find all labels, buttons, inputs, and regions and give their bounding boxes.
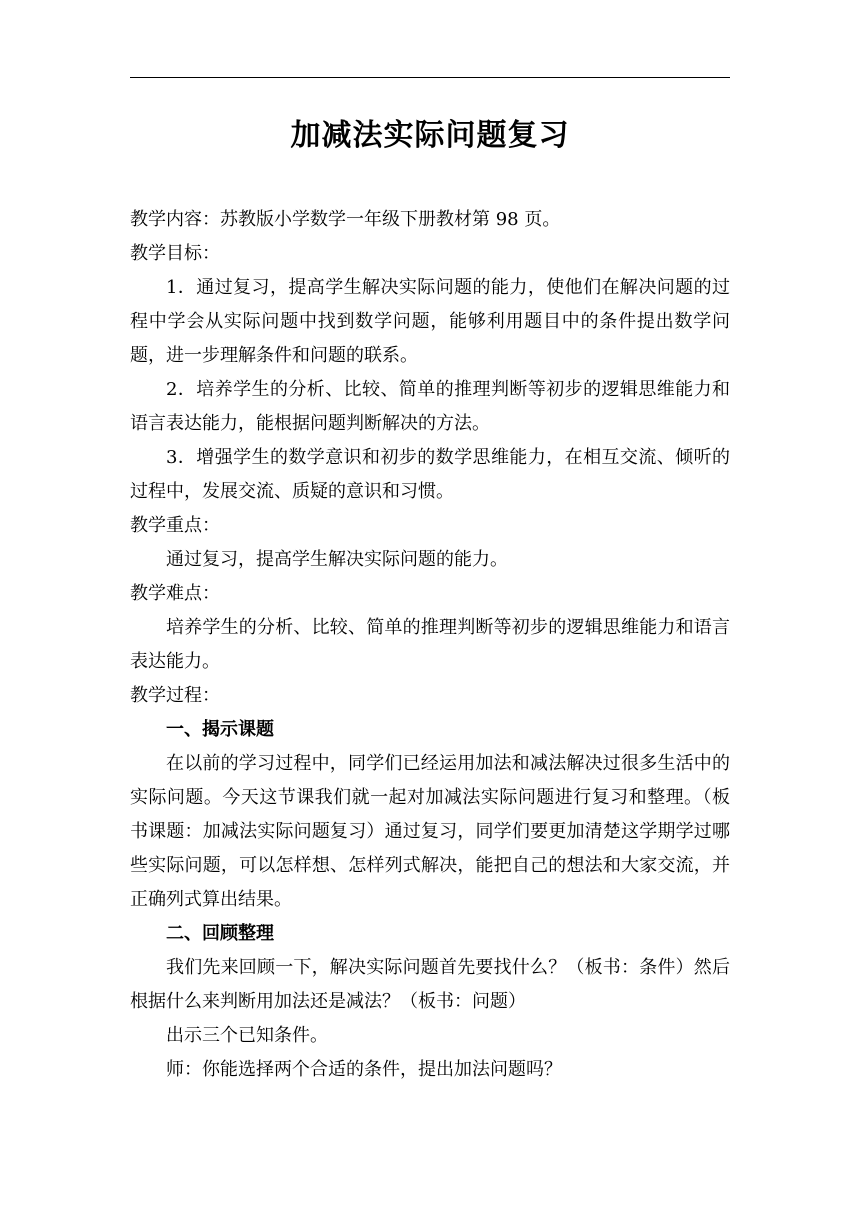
objectives-label: 教学目标： (130, 243, 220, 264)
key-points-label: 教学重点： (130, 515, 220, 536)
difficulties-text: 培养学生的分析、比较、简单的推理判断等初步的逻辑思维能力和语言表达能力。 (130, 617, 730, 672)
objective-3: 3．增强学生的数学意识和初步的数学思维能力，在相互交流、倾听的过程中，发展交流、质疑的意识和习惯。 (130, 447, 730, 502)
objective-1: 1．通过复习，提高学生解决实际问题的能力，使他们在解决问题的过程中学会从实际问题中找到数学问题，能够利用题目中的条件提出数学问题，进一步理解条件和问题的联系。 (130, 277, 730, 366)
key-points-text: 通过复习，提高学生解决实际问题的能力。 (166, 549, 508, 570)
section-heading-1: 一、揭示课题 (166, 719, 274, 740)
teaching-content: 教学内容：苏教版小学数学一年级下册教材第 98 页。 (130, 209, 561, 230)
document-title: 加减法实际问题复习 (290, 118, 570, 153)
objective-2: 2．培养学生的分析、比较、简单的推理判断等初步的逻辑思维能力和语言表达能力，能根据问题判断解决的方法。 (130, 379, 730, 434)
header-rule (130, 77, 730, 78)
section-2-text: 我们先来回顾一下，解决实际问题首先要找什么？（板书：条件）然后根据什么来判断用加法还是减法？（板书：问题） (130, 957, 730, 1012)
section-heading-2: 二、回顾整理 (166, 923, 274, 944)
document-body (130, 203, 730, 1087)
difficulties-label: 教学难点： (130, 583, 220, 604)
section-1-text: 在以前的学习过程中，同学们已经运用加法和减法解决过很多生活中的实际问题。今天这节课我们就一起对加减法实际问题进行复习和整理。（板书课题：加减法实际问题复习）通过复习，同学们要更加清楚这学期学过哪些实际问题，可以怎样想、怎样列式解决，能把自己的想法和大家交流，并正确列式算出结果。 (130, 753, 730, 910)
process-label: 教学过程： (130, 685, 220, 706)
section-2-conditions: 出示三个已知条件。 (166, 1025, 328, 1046)
section-2-teacher-question: 师：你能选择两个合适的条件，提出加法问题吗？ (166, 1059, 562, 1080)
